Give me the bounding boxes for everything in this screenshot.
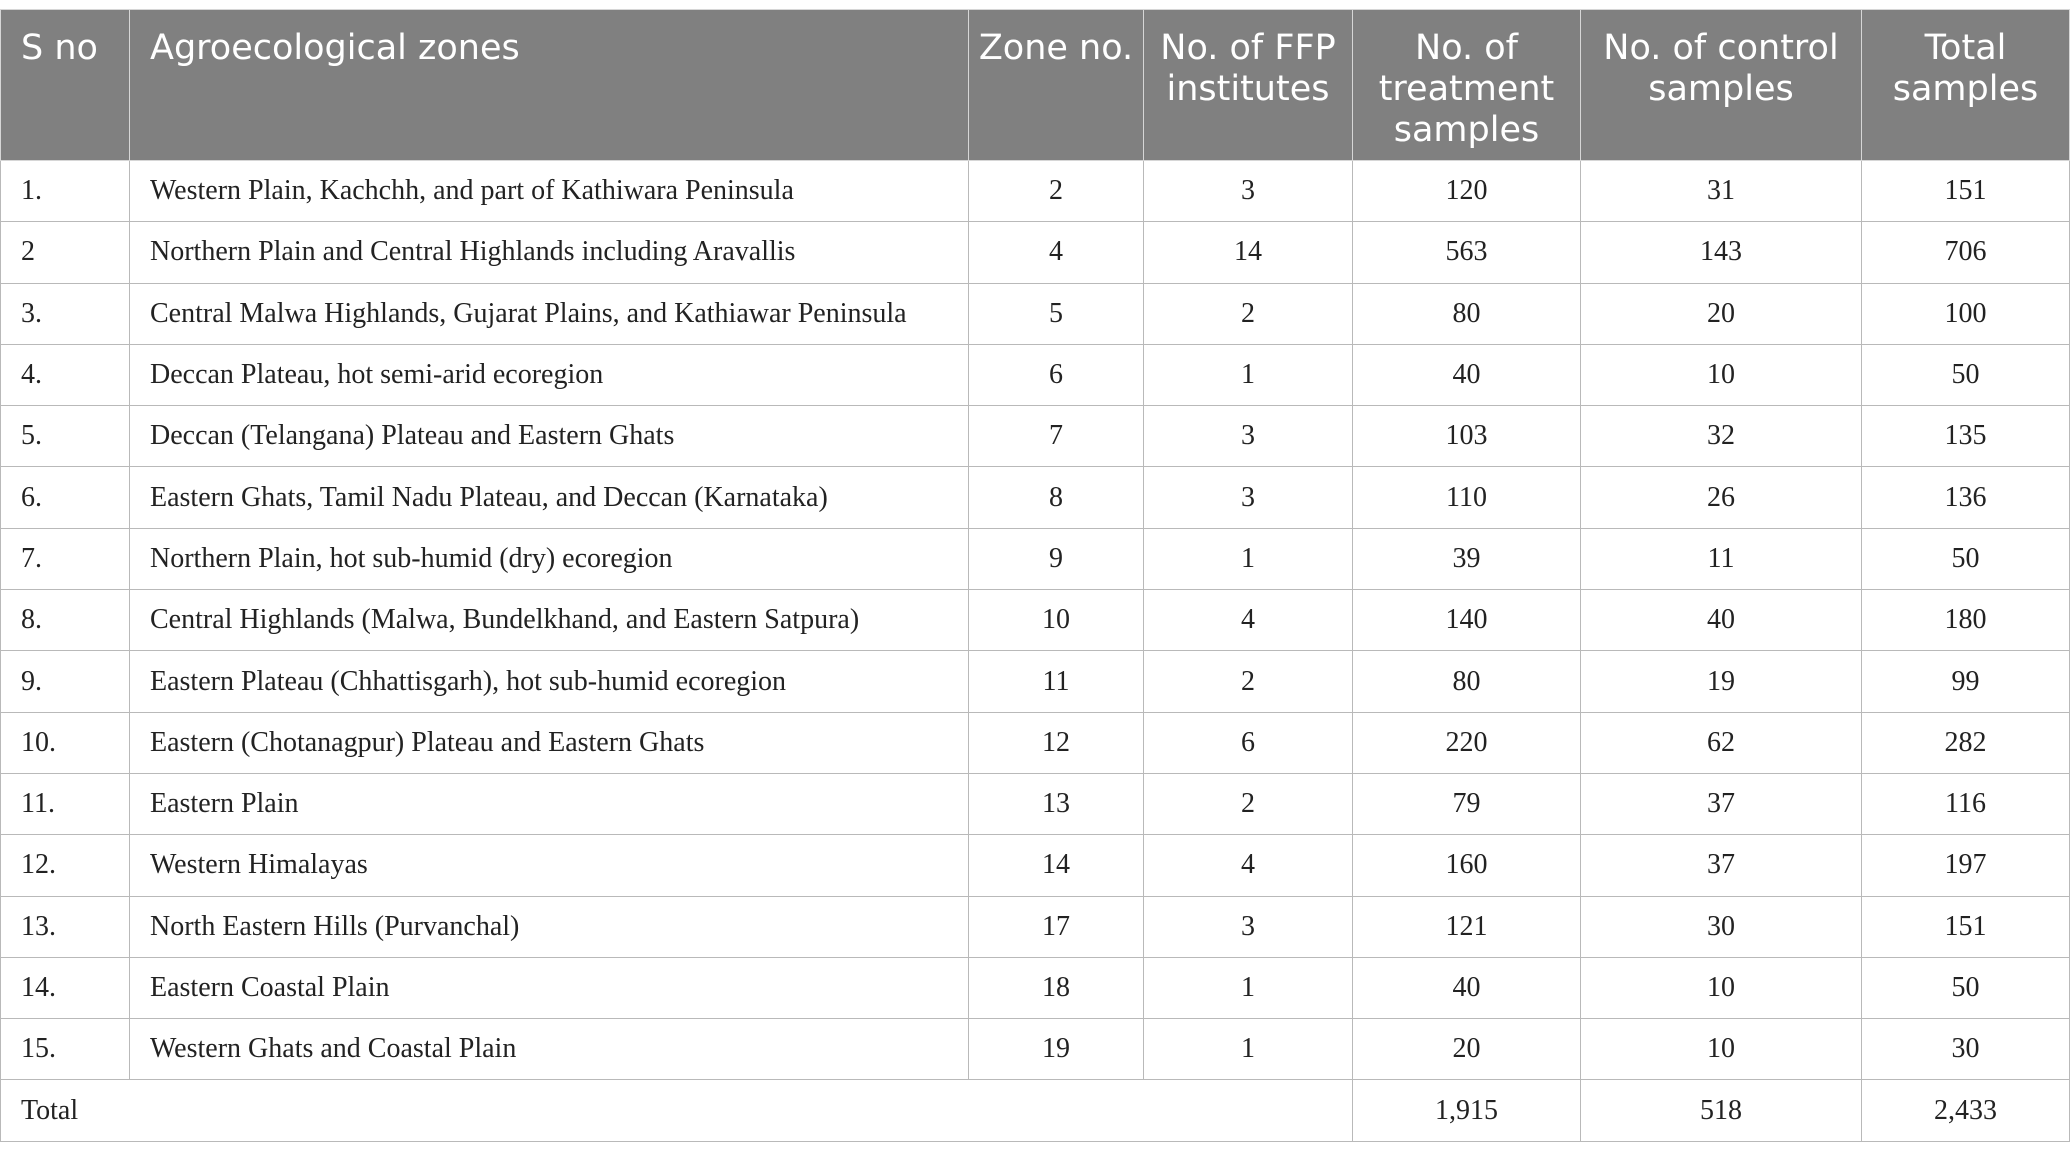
cell-total: 136 [1862,467,2070,528]
cell-ffp-institutes: 2 [1144,283,1353,344]
cell-s-no: 11. [1,773,130,834]
total-row [1,1080,2070,1141]
cell-control: 143 [1581,222,1862,283]
cell-treatment: 80 [1353,651,1581,712]
cell-treatment: 80 [1353,283,1581,344]
cell-zone-no: 12 [969,712,1144,773]
header-control-samples: No. of control samples [1581,10,1862,161]
header-zone-no: Zone no. [969,10,1144,161]
table-row [1,835,2070,896]
cell-treatment: 140 [1353,590,1581,651]
cell-zone-no: 8 [969,467,1144,528]
cell-treatment: 160 [1353,835,1581,896]
cell-s-no: 12. [1,835,130,896]
cell-zone-no: 19 [969,1019,1144,1080]
cell-treatment: 40 [1353,957,1581,1018]
cell-total: 50 [1862,528,2070,589]
cell-s-no: 9. [1,651,130,712]
agroecological-zones-table [0,9,2070,1142]
cell-zone-name: Eastern (Chotanagpur) Plateau and Eastern Ghats [130,712,969,773]
cell-control: 19 [1581,651,1862,712]
cell-control: 32 [1581,406,1862,467]
cell-total: 197 [1862,835,2070,896]
cell-zone-no: 13 [969,773,1144,834]
cell-s-no: 2 [1,222,130,283]
cell-total: 50 [1862,344,2070,405]
cell-s-no: 7. [1,528,130,589]
cell-zone-no: 6 [969,344,1144,405]
cell-ffp-institutes: 14 [1144,222,1353,283]
data-table-container [0,9,2070,1142]
cell-total: 30 [1862,1019,2070,1080]
cell-total: 706 [1862,222,2070,283]
cell-zone-name: Eastern Plain [130,773,969,834]
cell-ffp-institutes: 1 [1144,344,1353,405]
header-ffp-institutes: No. of FFP institutes [1144,10,1353,161]
cell-zone-name: Northern Plain and Central Highlands including Aravallis [130,222,969,283]
table-row [1,467,2070,528]
cell-total: 50 [1862,957,2070,1018]
cell-zone-name: Deccan Plateau, hot semi-arid ecoregion [130,344,969,405]
cell-control: 20 [1581,283,1862,344]
cell-ffp-institutes: 1 [1144,1019,1353,1080]
cell-s-no: 13. [1,896,130,957]
table-row [1,1019,2070,1080]
header-s-no: S no [1,10,130,161]
cell-zone-name: Central Highlands (Malwa, Bundelkhand, and Eastern Satpura) [130,590,969,651]
cell-ffp-institutes: 1 [1144,957,1353,1018]
table-row [1,773,2070,834]
table-row [1,712,2070,773]
cell-control: 10 [1581,957,1862,1018]
cell-ffp-institutes: 2 [1144,651,1353,712]
cell-total: 99 [1862,651,2070,712]
cell-control: 11 [1581,528,1862,589]
cell-treatment: 120 [1353,161,1581,222]
cell-s-no: 15. [1,1019,130,1080]
cell-ffp-institutes: 3 [1144,161,1353,222]
cell-zone-no: 18 [969,957,1144,1018]
cell-zone-no: 5 [969,283,1144,344]
table-row [1,344,2070,405]
cell-total: 135 [1862,406,2070,467]
header-total-samples: Total samples [1862,10,2070,161]
cell-ffp-institutes: 4 [1144,590,1353,651]
cell-zone-no: 17 [969,896,1144,957]
cell-s-no: 5. [1,406,130,467]
header-treatment-samples: No. of treatment samples [1353,10,1581,161]
cell-total: 151 [1862,896,2070,957]
cell-total: 116 [1862,773,2070,834]
cell-control: 37 [1581,773,1862,834]
cell-zone-name: Eastern Ghats, Tamil Nadu Plateau, and Deccan (Karnataka) [130,467,969,528]
cell-s-no: 1. [1,161,130,222]
total-treatment: 1,915 [1353,1080,1581,1141]
cell-s-no: 3. [1,283,130,344]
total-label: Total [1,1080,1353,1141]
header-agroecological-zones: Agroecological zones [130,10,969,161]
cell-zone-no: 2 [969,161,1144,222]
table-body [1,161,2070,1142]
cell-total: 282 [1862,712,2070,773]
cell-total: 151 [1862,161,2070,222]
cell-ffp-institutes: 6 [1144,712,1353,773]
cell-zone-no: 4 [969,222,1144,283]
cell-ffp-institutes: 1 [1144,528,1353,589]
cell-treatment: 563 [1353,222,1581,283]
cell-control: 62 [1581,712,1862,773]
cell-zone-no: 10 [969,590,1144,651]
cell-control: 26 [1581,467,1862,528]
cell-control: 10 [1581,344,1862,405]
cell-zone-name: Central Malwa Highlands, Gujarat Plains, and Kathiawar Peninsula [130,283,969,344]
cell-zone-no: 14 [969,835,1144,896]
table-row [1,590,2070,651]
header-row [1,10,2070,161]
cell-control: 31 [1581,161,1862,222]
cell-zone-name: Deccan (Telangana) Plateau and Eastern Ghats [130,406,969,467]
cell-control: 40 [1581,590,1862,651]
table-header [1,10,2070,161]
cell-s-no: 6. [1,467,130,528]
cell-zone-no: 9 [969,528,1144,589]
cell-zone-no: 7 [969,406,1144,467]
cell-treatment: 40 [1353,344,1581,405]
cell-ffp-institutes: 3 [1144,406,1353,467]
cell-treatment: 79 [1353,773,1581,834]
cell-control: 30 [1581,896,1862,957]
cell-s-no: 10. [1,712,130,773]
total-samples: 2,433 [1862,1080,2070,1141]
cell-ffp-institutes: 4 [1144,835,1353,896]
cell-ffp-institutes: 2 [1144,773,1353,834]
cell-zone-name: Eastern Coastal Plain [130,957,969,1018]
cell-control: 37 [1581,835,1862,896]
cell-total: 180 [1862,590,2070,651]
table-row [1,528,2070,589]
total-control: 518 [1581,1080,1862,1141]
cell-zone-name: North Eastern Hills (Purvanchal) [130,896,969,957]
cell-zone-name: Western Himalayas [130,835,969,896]
table-row [1,406,2070,467]
cell-zone-name: Western Plain, Kachchh, and part of Kathiwara Peninsula [130,161,969,222]
table-row [1,161,2070,222]
table-row [1,651,2070,712]
table-row [1,896,2070,957]
cell-s-no: 8. [1,590,130,651]
cell-treatment: 39 [1353,528,1581,589]
cell-total: 100 [1862,283,2070,344]
cell-control: 10 [1581,1019,1862,1080]
table-row [1,222,2070,283]
cell-treatment: 20 [1353,1019,1581,1080]
cell-treatment: 103 [1353,406,1581,467]
cell-s-no: 14. [1,957,130,1018]
cell-treatment: 220 [1353,712,1581,773]
cell-zone-name: Northern Plain, hot sub-humid (dry) ecoregion [130,528,969,589]
cell-zone-name: Western Ghats and Coastal Plain [130,1019,969,1080]
cell-ffp-institutes: 3 [1144,896,1353,957]
cell-s-no: 4. [1,344,130,405]
table-row [1,957,2070,1018]
table-row [1,283,2070,344]
cell-treatment: 110 [1353,467,1581,528]
cell-treatment: 121 [1353,896,1581,957]
cell-zone-name: Eastern Plateau (Chhattisgarh), hot sub-humid ecoregion [130,651,969,712]
cell-zone-no: 11 [969,651,1144,712]
cell-ffp-institutes: 3 [1144,467,1353,528]
